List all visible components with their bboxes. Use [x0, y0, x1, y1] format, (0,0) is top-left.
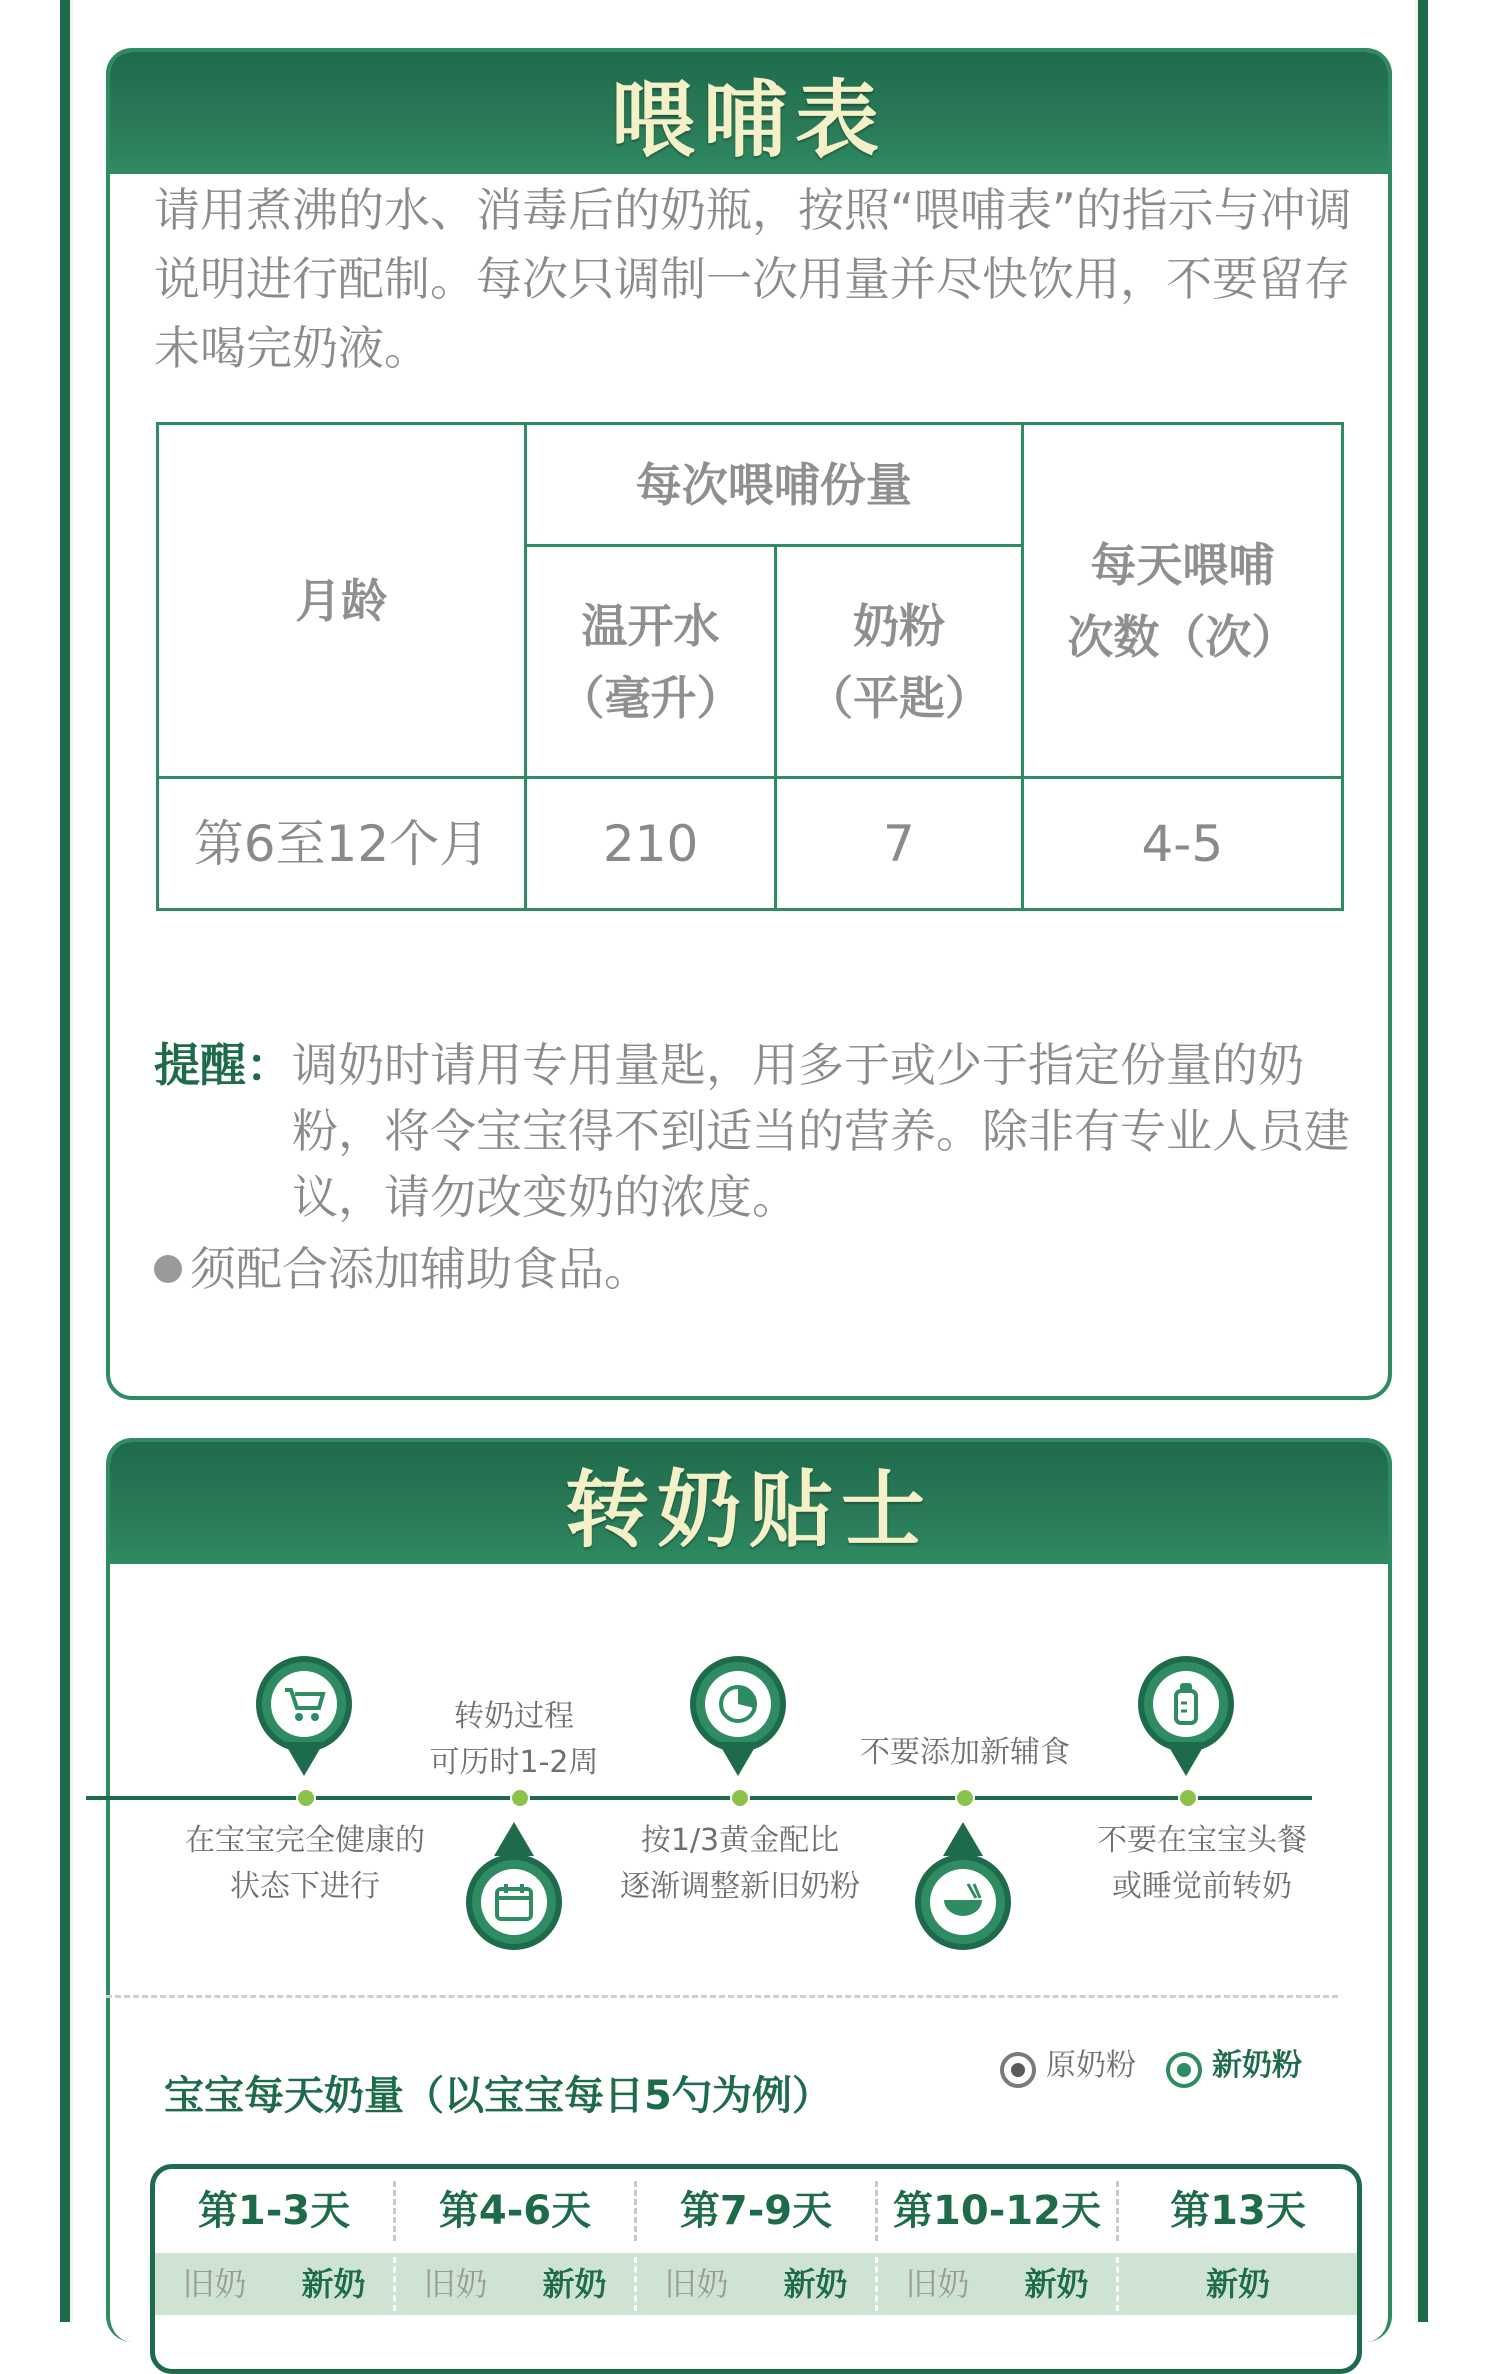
- day-header: 第13天: [1170, 2188, 1306, 2234]
- calendar-icon: [466, 1854, 562, 1950]
- bowl-icon: [915, 1854, 1011, 1950]
- feeding-title: 喂哺表: [610, 70, 887, 169]
- milk-type-group: [1119, 2257, 1357, 2311]
- portion-header: 每次喂哺份量: [525, 424, 1022, 546]
- bullet-icon: [154, 1255, 182, 1283]
- milk-type-group: [637, 2257, 878, 2311]
- pin-tail: [718, 1742, 758, 1776]
- feeding-intro: 请用煮沸的水、消毒后的奶瓶，按照“喂哺表”的指示与冲调说明进行配制。每次只调制一次用量并尽快饮用，不要留存未喝完奶液。: [154, 183, 1352, 375]
- times-header-unit: 次数（次）: [1067, 609, 1298, 664]
- old-milk-label: 旧奶: [182, 2265, 247, 2303]
- step-5-line1: 不要在宝宝头餐: [1097, 1823, 1307, 1858]
- reminder-block: [154, 1032, 1354, 1302]
- milk-type-group: [155, 2257, 396, 2311]
- legend-new: [1166, 2040, 1302, 2088]
- step-1-line1: 在宝宝完全健康的: [185, 1823, 425, 1858]
- step-3-text: [590, 1818, 890, 1910]
- row-age: 第6至12个月: [158, 778, 526, 910]
- day-header: 第1-3天: [155, 2181, 396, 2241]
- water-header-label: 温开水: [581, 598, 720, 653]
- step-2-text: [384, 1694, 644, 1786]
- row-water: 210: [525, 778, 775, 910]
- reminder-text: 调奶时请用专用量匙，用多于或少于指定份量的奶粉，将令宝宝得不到适当的营养。除非有专业人员建议，请勿改变奶的浓度。: [292, 1038, 1350, 1224]
- pin-tail: [284, 1742, 324, 1776]
- day-header: 第7-9天: [637, 2181, 878, 2241]
- timeline-dot: [955, 1788, 975, 1808]
- timeline-line: [86, 1796, 1312, 1800]
- feeding-card-header: [110, 52, 1388, 174]
- step-2-line2: 可历时1-2周: [429, 1745, 599, 1780]
- milk-type-group: [878, 2257, 1119, 2311]
- powder-header-unit: （平匙）: [806, 670, 991, 725]
- step-1-line2: 状态下进行: [230, 1869, 380, 1904]
- bottle-icon: [1138, 1656, 1234, 1752]
- milk-amount-title: 宝宝每天奶量（以宝宝每日5勺为例）: [164, 2073, 832, 2119]
- step-4-line1: 不要添加新辅食: [860, 1735, 1070, 1770]
- step-3-line2: 逐渐调整新旧奶粉: [620, 1869, 860, 1904]
- tips-title: 转奶贴士: [564, 1460, 933, 1559]
- milk-day-headers: [155, 2169, 1357, 2253]
- tips-card-header: [110, 1442, 1388, 1564]
- reminder-label: 提醒：: [154, 1038, 292, 1092]
- water-header-unit: （毫升）: [558, 670, 743, 725]
- timeline-dot: [1178, 1788, 1198, 1808]
- feeding-table: [156, 422, 1344, 911]
- old-milk-label: 旧奶: [423, 2265, 488, 2303]
- pin-tail: [494, 1822, 534, 1856]
- legend-new-label: 新奶粉: [1212, 2048, 1302, 2083]
- new-milk-label: 新奶: [1024, 2265, 1089, 2303]
- new-milk-label: 新奶: [783, 2265, 848, 2303]
- milk-type-row: [155, 2253, 1357, 2315]
- pin-tail: [1166, 1742, 1206, 1776]
- day-header: 第10-12天: [878, 2181, 1119, 2241]
- step-5-text: [1052, 1818, 1352, 1910]
- step-4-text: [830, 1730, 1100, 1776]
- timeline-dot: [730, 1788, 750, 1808]
- times-header-label: 每天喂哺: [1090, 537, 1275, 592]
- old-milk-pin-icon: [1000, 2052, 1036, 2088]
- row-times: 4-5: [1022, 778, 1342, 910]
- step-5-line2: 或睡觉前转奶: [1112, 1869, 1292, 1904]
- new-milk-label: 新奶: [1205, 2265, 1270, 2303]
- row-powder: 7: [776, 778, 1022, 910]
- powder-header-label: 奶粉: [852, 598, 945, 653]
- old-milk-label: 旧奶: [905, 2265, 970, 2303]
- page-frame-right: [1418, 0, 1428, 2322]
- water-header: [525, 546, 775, 778]
- stroller-icon: [256, 1656, 352, 1752]
- timeline-dot: [296, 1788, 316, 1808]
- step-3-line1: 按1/3黄金配比: [640, 1823, 840, 1858]
- milk-schedule-table: [150, 2164, 1362, 2374]
- day-header: 第4-6天: [396, 2181, 637, 2241]
- legend-old-label: 原奶粉: [1046, 2048, 1136, 2083]
- times-header: [1022, 424, 1342, 778]
- age-header: 月龄: [158, 424, 526, 778]
- milk-type-group: [396, 2257, 637, 2311]
- new-milk-label: 新奶: [542, 2265, 607, 2303]
- pin-tail: [943, 1822, 983, 1856]
- pie-chart-icon: [690, 1656, 786, 1752]
- feeding-card: [106, 48, 1392, 1400]
- old-milk-label: 旧奶: [664, 2265, 729, 2303]
- legend-old: [1000, 2040, 1136, 2088]
- powder-header: [776, 546, 1022, 778]
- section-divider: [106, 1995, 1338, 1998]
- note-text: 须配合添加辅助食品。: [190, 1242, 650, 1296]
- page-frame-left: [60, 0, 70, 2322]
- step-1-text: [160, 1818, 450, 1910]
- step-2-line1: 转奶过程: [454, 1699, 574, 1734]
- new-milk-label: 新奶: [301, 2265, 366, 2303]
- timeline-dot: [510, 1788, 530, 1808]
- new-milk-pin-icon: [1166, 2052, 1202, 2088]
